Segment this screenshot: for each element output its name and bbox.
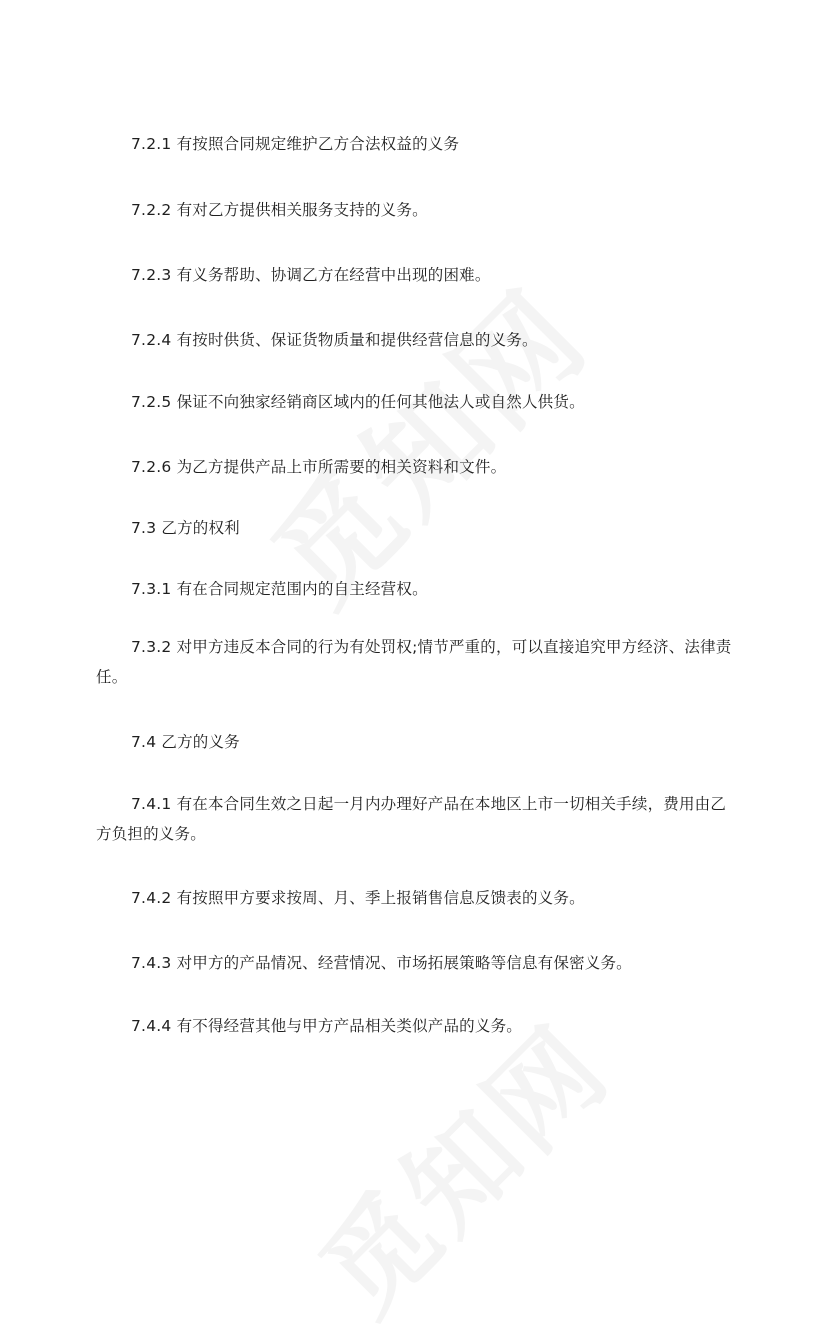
paragraph-7-2-6: 7.2.6 为乙方提供产品上市所需要的相关资料和文件。 xyxy=(131,458,507,476)
paragraph-7-2-5: 7.2.5 保证不向独家经销商区域内的任何其他法人或自然人供货。 xyxy=(131,393,585,411)
paragraph-7-4-2: 7.4.2 有按照甲方要求按周、月、季上报销售信息反馈表的义务。 xyxy=(131,889,585,907)
paragraph-7-2-1: 7.2.1 有按照合同规定维护乙方合法权益的义务 xyxy=(131,135,460,153)
paragraph-7-4-3: 7.4.3 对甲方的产品情况、经营情况、市场拓展策略等信息有保密义务。 xyxy=(131,954,632,972)
paragraph-7-2-4: 7.2.4 有按时供货、保证货物质量和提供经营信息的义务。 xyxy=(131,331,538,349)
paragraph-7-3-2: 7.3.2 对甲方违反本合同的行为有处罚权;情节严重的，可以直接追究甲方经济、法律责任。 xyxy=(96,638,732,686)
paragraph-7-4-4: 7.4.4 有不得经营其他与甲方产品相关类似产品的义务。 xyxy=(131,1017,522,1035)
heading-7-3: 7.3 乙方的权利 xyxy=(131,519,240,537)
paragraph-7-3-1: 7.3.1 有在合同规定范围内的自主经营权。 xyxy=(131,580,428,598)
paragraph-7-4-1: 7.4.1 有在本合同生效之日起一月内办理好产品在本地区上市一切相关手续，费用由乙方负担的义务。 xyxy=(96,795,727,843)
paragraph-7-2-3: 7.2.3 有义务帮助、协调乙方在经营中出现的困难。 xyxy=(131,266,491,284)
paragraph-7-2-2: 7.2.2 有对乙方提供相关服务支持的义务。 xyxy=(131,201,428,219)
heading-7-4: 7.4 乙方的义务 xyxy=(131,733,240,751)
